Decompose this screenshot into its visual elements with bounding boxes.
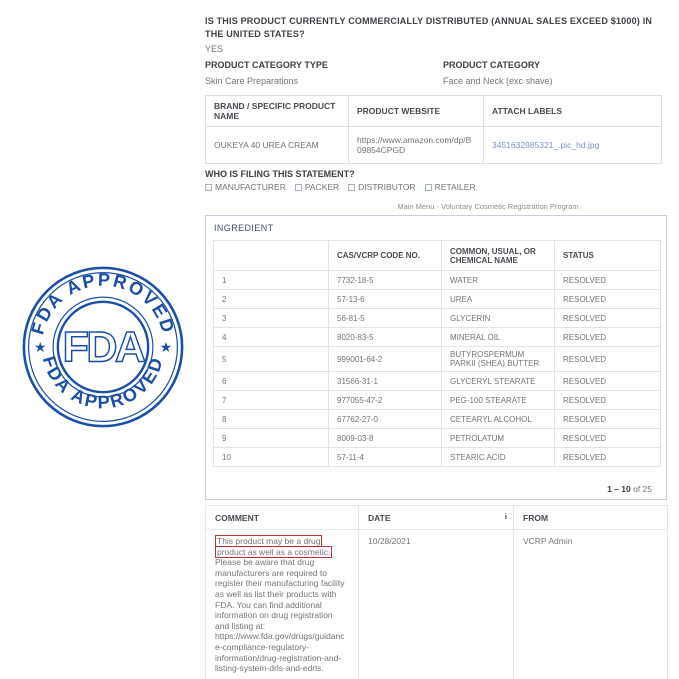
manufacturer-label: MANUFACTURER	[215, 182, 286, 192]
product-website-cell: https://www.amazon.com/dp/B09854CPGD	[349, 127, 484, 164]
retailer-checkbox[interactable]	[425, 184, 432, 191]
attach-labels-header: ATTACH LABELS	[484, 96, 662, 127]
status: RESOLVED	[555, 271, 661, 290]
chemical-name: STEARIC ACID	[442, 448, 555, 467]
ingredient-panel	[205, 215, 667, 500]
row-number: 7	[214, 391, 329, 410]
status: RESOLVED	[555, 391, 661, 410]
option-manufacturer	[205, 182, 286, 192]
comment-rest-text: Please be aware that drug manufacturers are required to register their manufacturing facility as well as list their products with FDA. You can find additional information on drug registration and listing at: https://www.fda.gov/drugs/guidance-compliance-regulatory-information/drug-registration-and-listing-system-drls-and-edrls.	[215, 557, 345, 674]
main-menu-caption: Main Menu - Voluntary Cosmetic Registration Program	[397, 202, 579, 211]
comment-row	[206, 530, 668, 679]
from-header: FROM	[514, 506, 668, 530]
cas-code: 977055-47-2	[329, 391, 442, 410]
cas-code: 7732-18-5	[329, 271, 442, 290]
cas-code: 57-13-6	[329, 290, 442, 309]
cas-code: 57-11-4	[329, 448, 442, 467]
comment-table	[205, 505, 668, 679]
row-number: 3	[214, 309, 329, 328]
product-category-type-label: PRODUCT CATEGORY TYPE	[205, 60, 328, 70]
vcrp-document	[205, 0, 667, 679]
status-header: STATUS	[555, 241, 661, 271]
chemical-name: PETROLATUM	[442, 429, 555, 448]
status: RESOLVED	[555, 372, 661, 391]
table-row	[214, 410, 661, 429]
row-number: 8	[214, 410, 329, 429]
cas-code: 8009-03-8	[329, 429, 442, 448]
comment-header: COMMENT	[206, 506, 359, 530]
stamp-bottom-text: FDA APPROVED	[38, 353, 168, 413]
chemical-name: GLYCERYL STEARATE	[442, 372, 555, 391]
distribution-question: IS THIS PRODUCT CURRENTLY COMMERCIALLY DISTRIBUTED (ANNUAL SALES EXCEED $1000) IN THE UNITED STATES?	[205, 16, 653, 39]
status: RESOLVED	[555, 429, 661, 448]
table-row	[214, 271, 661, 290]
ingredient-panel-title: INGREDIENT	[214, 223, 274, 233]
star-left-icon: ★	[34, 340, 47, 356]
pagination	[607, 484, 652, 494]
stamp-top-text: FDA APPROVED	[27, 269, 179, 337]
date-header	[359, 506, 514, 530]
cas-code: 8020-83-5	[329, 328, 442, 347]
row-number: 1	[214, 271, 329, 290]
chemical-name: WATER	[442, 271, 555, 290]
stamp-fda-logo: FDA	[62, 323, 144, 372]
option-packer	[295, 182, 339, 192]
attach-labels-cell	[484, 127, 662, 164]
brand-name-cell: OUKEYA 40 UREA CREAM	[206, 127, 349, 164]
brand-table-header-row	[206, 96, 662, 127]
row-number: 10	[214, 448, 329, 467]
chemical-name: BUTYROSPERMUM PARKII (SHEA) BUTTER	[442, 347, 555, 372]
fda-approved-stamp	[17, 261, 189, 433]
table-row	[214, 391, 661, 410]
star-right-icon: ★	[159, 340, 172, 356]
brand-name-header: BRAND / SPECIFIC PRODUCT NAME	[206, 96, 349, 127]
packer-label: PACKER	[304, 182, 340, 192]
ingredient-table	[213, 240, 661, 467]
label-file-link[interactable]: 3451632985321_.pic_hd.jpg	[492, 140, 600, 150]
chemical-name-header: COMMON, USUAL, OR CHEMICAL NAME	[442, 241, 555, 271]
cas-code-header: CAS/VCRP CODE NO.	[329, 241, 442, 271]
from-cell: VCRP Admin	[514, 530, 668, 679]
status: RESOLVED	[555, 290, 661, 309]
row-number: 4	[214, 328, 329, 347]
status: RESOLVED	[555, 347, 661, 372]
info-icon[interactable]: i	[504, 512, 507, 521]
table-row	[214, 372, 661, 391]
row-number: 2	[214, 290, 329, 309]
cas-code: 999001-64-2	[329, 347, 442, 372]
manufacturer-checkbox[interactable]	[205, 184, 212, 191]
table-row	[214, 328, 661, 347]
cas-code: 31566-31-1	[329, 372, 442, 391]
distribution-answer: YES	[205, 44, 224, 54]
status: RESOLVED	[555, 410, 661, 429]
comment-highlighted-text: This product may be a drug product as well as a cosmetic.	[217, 536, 331, 557]
table-row	[214, 448, 661, 467]
product-category-type-value: Skin Care Preparations	[205, 76, 299, 86]
row-number: 9	[214, 429, 329, 448]
cas-code: 67762-27-0	[329, 410, 442, 429]
ingredient-number-header	[214, 241, 329, 271]
table-row	[214, 290, 661, 309]
comment-header-row	[206, 506, 668, 530]
filing-question: WHO IS FILING THIS STATEMENT?	[205, 169, 355, 179]
pagination-range: 1 – 10	[607, 484, 631, 494]
status: RESOLVED	[555, 309, 661, 328]
row-number: 6	[214, 372, 329, 391]
filing-options	[205, 182, 476, 192]
table-row	[214, 429, 661, 448]
option-retailer	[425, 182, 476, 192]
chemical-name: CETEARYL ALCOHOL	[442, 410, 555, 429]
product-category-value: Face and Neck (exc shave)	[443, 76, 553, 86]
distributor-checkbox[interactable]	[348, 184, 355, 191]
packer-checkbox[interactable]	[295, 184, 302, 191]
date-header-label: DATE	[368, 513, 391, 523]
chemical-name: PEG-100 STEARATE	[442, 391, 555, 410]
retailer-label: RETAILER	[434, 182, 476, 192]
ingredient-header-row	[214, 241, 661, 271]
chemical-name: UREA	[442, 290, 555, 309]
chemical-name: GLYCERIN	[442, 309, 555, 328]
product-category-label: PRODUCT CATEGORY	[443, 60, 541, 70]
status: RESOLVED	[555, 448, 661, 467]
date-cell: 10/28/2021	[359, 530, 514, 679]
comment-cell	[206, 530, 359, 679]
option-distributor	[348, 182, 415, 192]
table-row	[214, 309, 661, 328]
table-row	[214, 347, 661, 372]
brand-table	[205, 95, 662, 164]
chemical-name: MINERAL OIL	[442, 328, 555, 347]
pagination-total: of 25	[630, 484, 652, 494]
row-number: 5	[214, 347, 329, 372]
distributor-label: DISTRIBUTOR	[358, 182, 416, 192]
status: RESOLVED	[555, 328, 661, 347]
brand-table-row	[206, 127, 662, 164]
product-website-header: PRODUCT WEBSITE	[349, 96, 484, 127]
cas-code: 56-81-5	[329, 309, 442, 328]
